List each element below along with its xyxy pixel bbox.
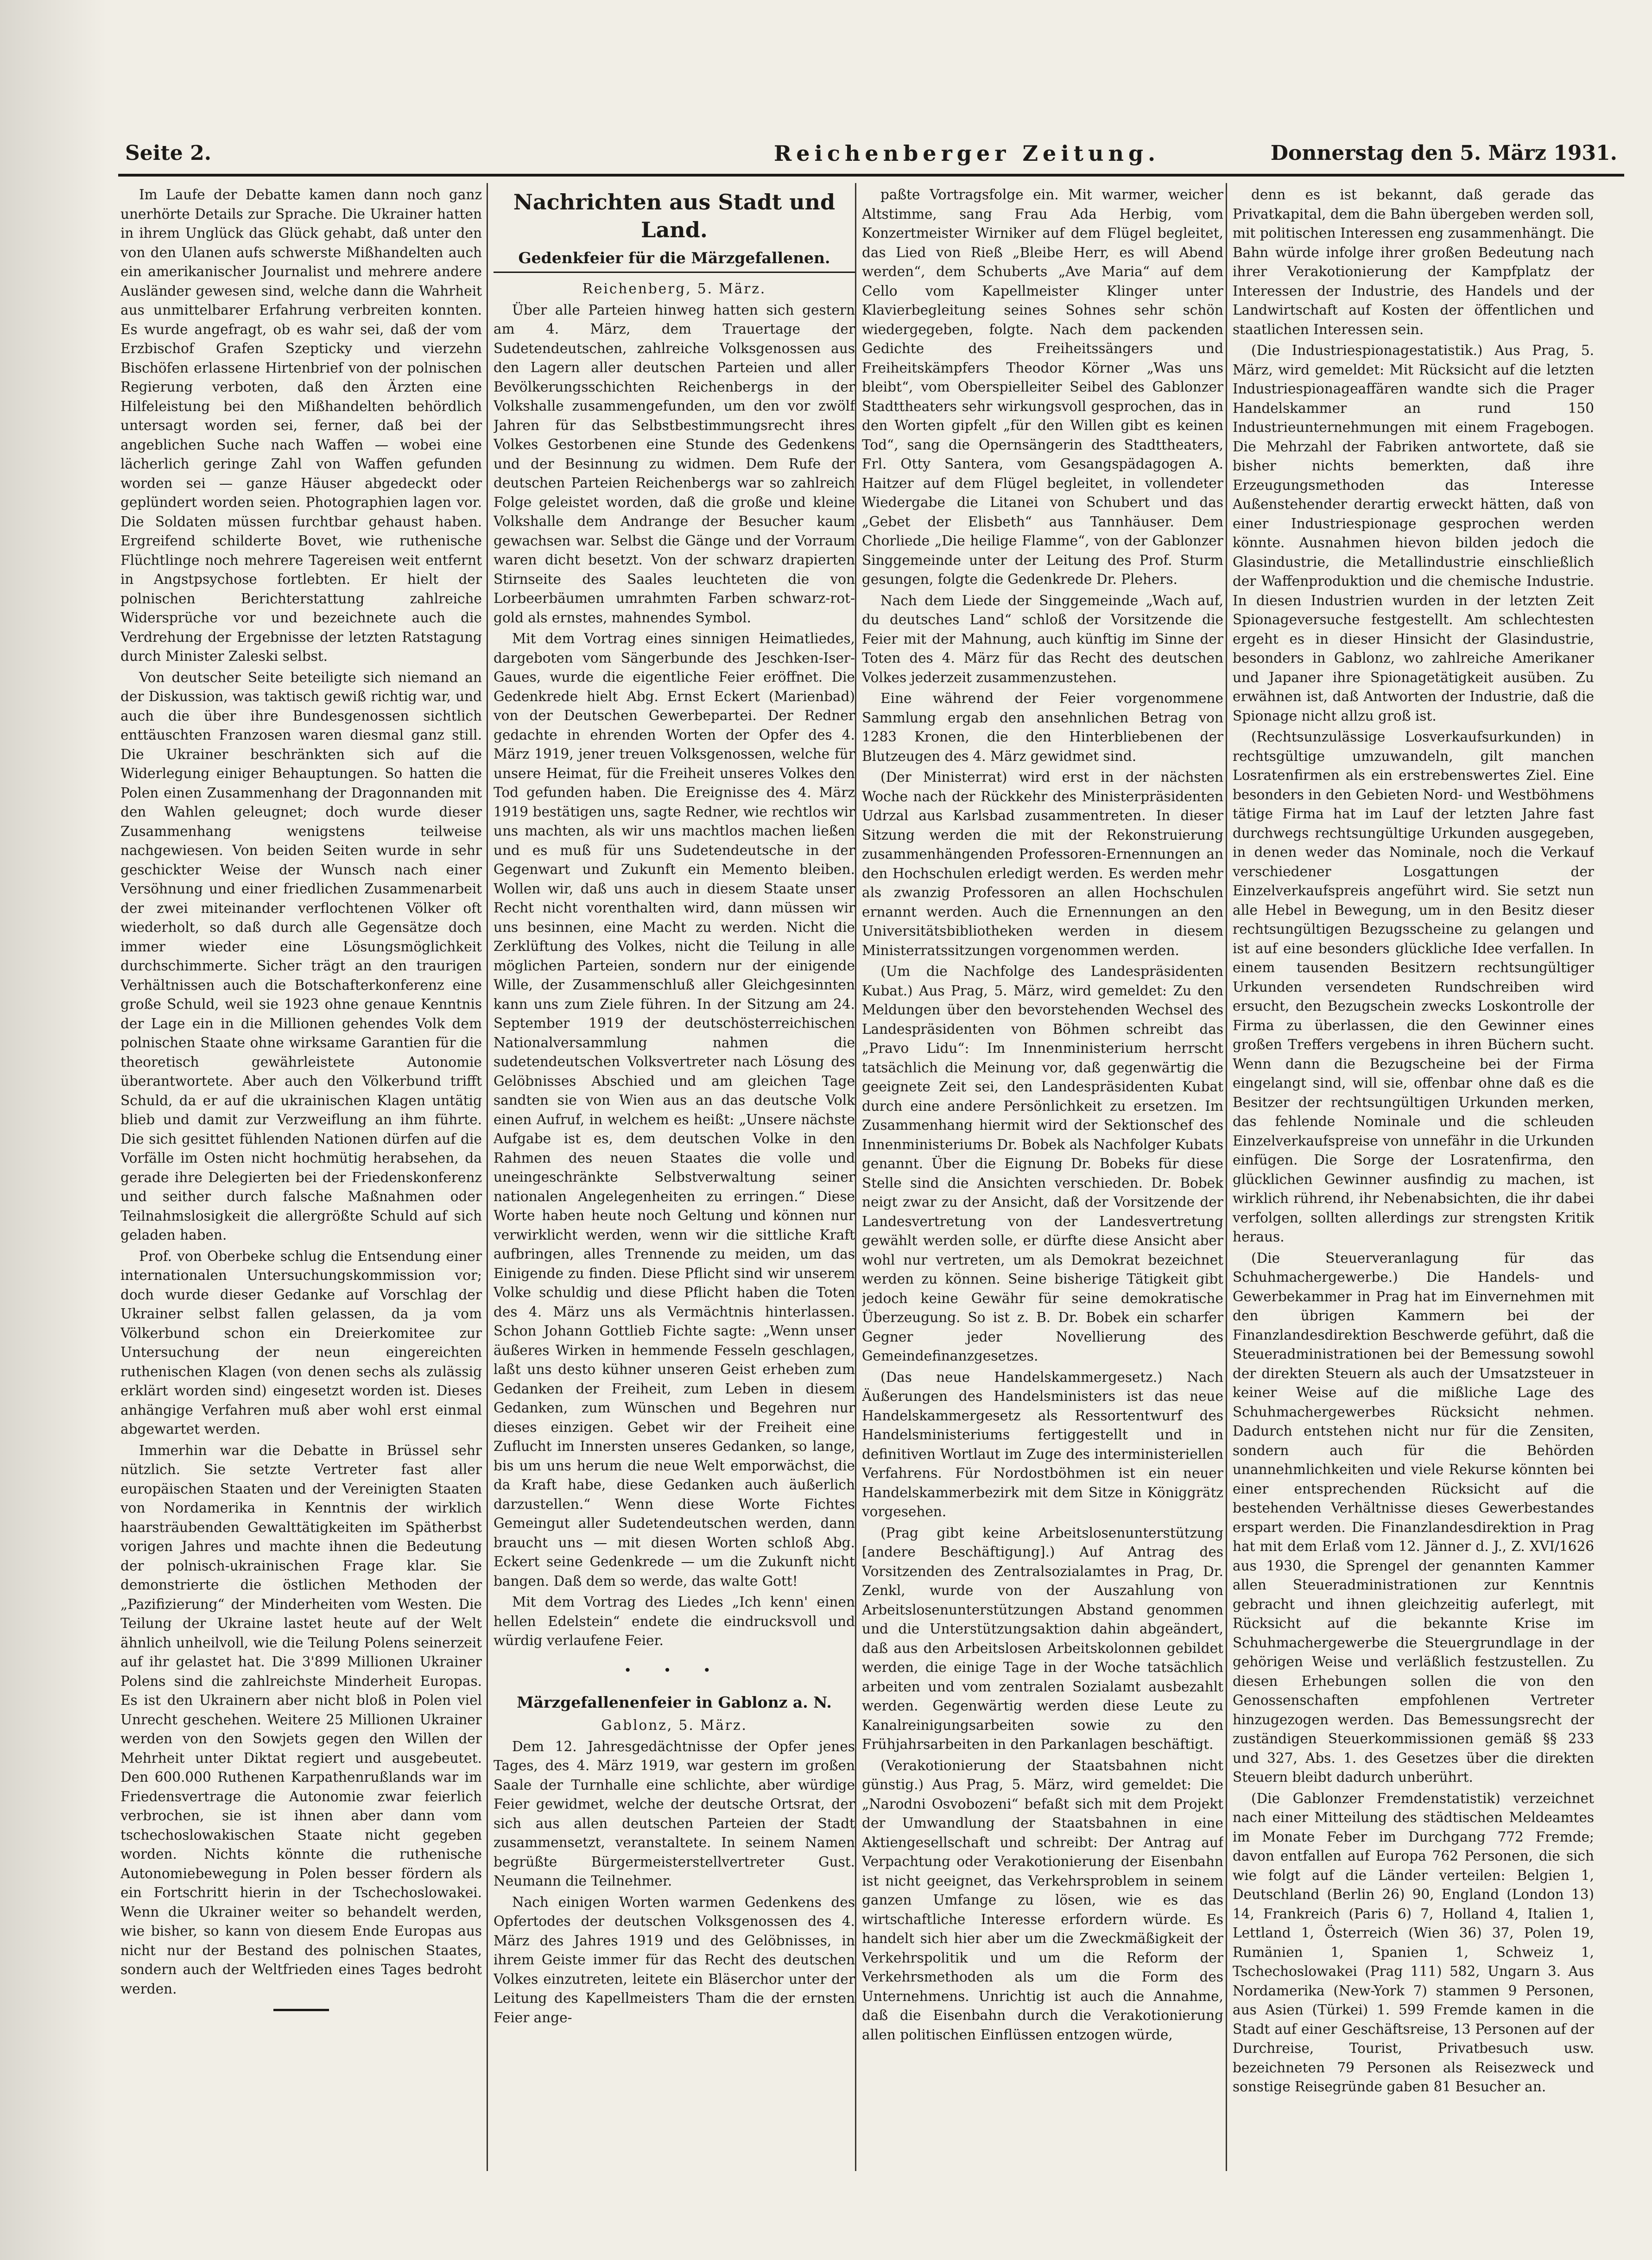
column-divider xyxy=(855,183,856,2171)
column-1 xyxy=(120,185,482,2206)
scan-shadow xyxy=(0,0,107,2260)
paragraph: Prof. von Oberbeke schlug die Entsendung einer internationalen Untersuchungskommission vor; doch wurde dieser Gedanke auf Vorschlag der Ukrainer selbst fallen gelassen, da ja vom Völkerbund schon ein Dreierkomitee zur Untersuchung der neun eingereichten ruthenischen Klagen (von denen sechs als zulässig erklärt worden sind) eingesetzt worden ist. Dieses anhängige Verfahren muß aber wohl erst einmal abgewartet werden. xyxy=(120,1248,482,1437)
dateline: Reichenberg, 5. März. xyxy=(582,281,766,297)
paragraph: Über alle Parteien hinweg hatten sich gestern am 4. März, dem Trauertage der Sudetendeutschen, zahlreiche Volksgenossen aus den Lagern aller deutschen Parteien und aller Bevölkerungsschichten Reichenbergs in der Volkshalle zusammengefunden, um den vor zwölf Jahren für das Selbstbestimmungsrecht ihres Volkes Gestorbenen eine Stunde des Gedenkens und der Besinnung zu widmen. Dem Rufe der deutschen Parteien Reichenbergs war so zahlreich Folge geleistet worden, daß die große und kleine Volkshalle dem Andrange der Besucher kaum gewachsen war. Selbst die Gänge und der Vorraum waren dicht besetzt. Von der schwarz drapierten Stirnseite des Saales leuchteten die von Lorbeerbäumen umrahmten Farben schwarz-rot-gold als ernstes, mahnendes Symbol. xyxy=(494,302,855,626)
masthead-rule xyxy=(118,174,1624,177)
paragraph: Im Laufe der Debatte kamen dann noch ganz unerhörte Details zur Sprache. Die Ukrainer hatten in ihrem Unglück das Glück gehabt, daß unter den von den Ulanen aufs schwerste Mißhandelten auch ein amerikanischer Journalist und mehrere andere Ausländer gewesen sind, welche dann die Wahrheit aus unmittelbarer Erfahrung verbreiten konnten. Es wurde angefragt, ob es wahr sei, daß der vom Erzbischof Grafen Szepticky und vierzehn Bischöfen erlassene Hirtenbrief von der polnischen Regierung verboten, daß den Ärzten eine Hilfeleistung bei den Mißhandelten behördlich untersagt worden sei, ferner, daß bei der angeblichen Suche nach Waffen — wobei eine lächerlich geringe Zahl von Waffen gefunden worden sei — ganze Häuser abgedeckt oder geplündert worden seien. Photographien lagen vor. Die Soldaten müssen furchtbar gehaust haben. Ergreifend schilderte Bovet, wie ruthenische Flüchtlinge noch mehrere Tagereisen weit entfernt in Angstpsychose fortlebten. Er hielt der polnischen Berichterstattung zahlreiche Widersprüche vor und bezeichnete auch die Verdrehung der Ergebnisse der letzten Ratstagung durch Minister Zaleski selbst. xyxy=(120,187,482,664)
news-item: (Die Steuerveranlagung für das Schuhmachergewerbe.) Die Handels- und Gewerbekammer in Prag hat im Einvernehmen mit den übrigen Kammern bei der Finanzlandesdirektion Beschwerde geführt, daß die Steueradministrationen bei der Bemessung sowohl der direkten Steuern als auch der Umsatzsteuer in keiner Weise auf die mißliche Lage des Schuhmachergewerbes Rücksicht nehmen. Dadurch entstehen nicht nur für die Zensiten, sondern auch für die Behörden unannehmlichkeiten und viele Rekurse könnten bei einer entsprechenden Rücksicht auf die bestehenden Verhältnisse dieses Gewerbestandes erspart werden. Die Finanzlandesdirektion in Prag hat mit dem Erlaß vom 12. Jänner d. J., Z. XVI/1626 aus 1930, die Sprengel der genannten Kammer allen Steueradministrationen zur Kenntnis gebracht und ihnen gleichzeitig auferlegt, mit Rücksicht auf die bekannte Krise im Schuhmachergewerbe die Steuergrundlage in der gehörigen Weise und verläßlich festzustellen. Zu diesen Erhebungen sollen die von den Genossenschaften empfohlenen Vertreter hinzugezogen werden. Das Bemessungsrecht der zuständigen Steuerkommissionen gemäß §§ 233 und 327, Abs. 1. des Gesetzes über die direkten Steuern bleibt dadurch unberührt. xyxy=(1233,1250,1594,1785)
paragraph: paßte Vortragsfolge ein. Mit warmer, weicher Altstimme, sang Frau Ada Herbig, vom Konzertmeister Wirniker auf dem Flügel begleitet, das Lied von Rieß „Bleibe Herr, es will Abend werden“, dem Schuberts „Ave Maria“ auf dem Cello vom Kapellmeister Klinger unter Klavierbegleitung seines Sohnes sehr schön wiedergegeben, folgte. Nach dem packenden Gedichte des Freiheitssängers und Freiheitskämpfers Theodor Körner „Was uns bleibt“, vom Oberspielleiter Seibel des Gablonzer Stadttheaters sehr wirkungsvoll gesprochen, das in den Worten gipfelt „für den Willen gibt es keinen Tod“, sang die Opernsängerin des Stadttheaters, Frl. Otty Santera, vom Gesangspädagogen A. Haitzer auf dem Flügel begleitet, in vollendeter Wiedergabe die Litanei von Schubert und das „Gebet der Elisbeth“ aus Tannhäuser. Dem Chorliede „Die heilige Flamme“, von der Gablonzer Singgemeinde unter der Leitung des Prof. Sturm gesungen, folgte die Gedenkrede Dr. Plehers. xyxy=(862,187,1223,587)
news-item: (Die Gablonzer Fremdenstatistik) verzeichnet nach einer Mitteilung des städtischen Meldeamtes im Monate Feber im Durchgang 772 Fremde; davon entfallen auf Europa 762 Personen, die sich wie folgt auf die Länder verteilen: Belgien 1, Deutschland (Berlin 26) 90, England (London 13) 14, Frankreich (Paris 6) 7, Holland 4, Italien 1, Lettland 1, Österreich (Wien 36) 37, Polen 19, Rumänien 1, Spanien 1, Schweiz 1, Tschechoslowakei (Prag 111) 582, Ungarn 3. Aus Nordamerika (New-York 7) stammen 9 Personen, aus Asien (Türkei) 1. 599 Fremde kamen in die Stadt auf einer Geschäftsreise, 13 Personen auf der Durchreise, Tourist, Privatbesuch usw. bezeichneten 79 Personen als Reisezweck und sonstige Reisegründe gaben 81 Besucher an. xyxy=(1233,1790,1594,2095)
masthead xyxy=(125,137,1617,170)
news-item: (Prag gibt keine Arbeitslosenunterstützung [andere Beschäftigung].) Auf Antrag des Vorsitzenden des Zentralsozialamtes in Prag, Dr. Zenkl, wurde von der Auszahlung von Arbeitslosenunterstützungen Abstand genommen und die Unterstützungsaktion dahin abgeändert, daß aus den Arbeitslosen Arbeitskolonnen gebildet werden, die einige Tage in der Woche tatsächlich arbeiten und vom zentralen Sozialamt ausbezahlt werden. Gegenwärtig werden diese Leute zu Kanalreinigungsarbeiten sowie zu den Frühjahrsarbeiten in den Parkanlagen beschäftigt. xyxy=(862,1525,1223,1752)
paragraph: Nach dem Liede der Singgemeinde „Wach auf, du deutsches Land“ schloß der Vorsitzende die Feier mit der Mahnung, auch künftig im Sinne der Toten des 4. März für das Recht des deutschen Volkes jederzeit zusammenzustehen. xyxy=(862,592,1223,685)
column-divider xyxy=(487,183,488,2171)
news-item: (Um die Nachfolge des Landespräsidenten Kubat.) Aus Prag, 5. März, wird gemeldet: Zu den Meldungen über den bevorstehenden Wechsel des Landespräsidenten von Böhmen schreibt das „Pravo Lidu“: Im Innenministerium herrscht tatsächlich die Meinung vor, daß gegenwärtig die geeignete Zeit sei, den Landespräsidenten Kubat durch eine andere Persönlichkeit zu ersetzen. Im Zusammenhang hiermit wird der Sektionschef des Innenministeriums Dr. Bobek als Nachfolger Kubats genannt. Über die Eignung Dr. Bobeks für diese Stelle sind die Ansichten verschieden. Dr. Bobek neigt zwar zu der Ansicht, daß der Vorsitzende der Landesvertretung von der Landesvertretung gewählt werden solle, er dürfte diese Ansicht aber wohl nur vertreten, um als Demokrat bezeichnet werden zu können. Seine bisherige Tätigkeit gibt jedoch keine Gewähr für seine demokratische Überzeugung. So ist z. B. Dr. Bobek ein scharfer Gegner jeder Novellierung des Gemeindefinanzgesetzes. xyxy=(862,963,1223,1364)
paragraph: Mit dem Vortrag eines sinnigen Heimatliedes, dargeboten vom Sängerbunde des Jeschken-Iser-Gaues, wurde die eigentliche Feier eröffnet. Die Gedenkrede hielt Abg. Ernst Eckert (Marienbad) von der Deutschen Gewerbepartei. Der Redner gedachte in ehrenden Worten der Opfer des 4. März 1919, jener treuen Volksgenossen, welche für unsere Heimat, für die Freiheit unseres Volkes den Tod gefunden haben. Die Ereignisse des 4. März 1919 bestätigen uns, sagte Redner, wie rechtlos wir uns machten, als wir uns machtlos machen ließen und es muß für uns Sudetendeutsche in der Gegenwart und Zukunft ein Memento bleiben. Wollen wir, daß uns auch in diesem Staate unser Recht nicht vorenthalten wird, dann müssen wir uns besinnen, eine Macht zu werden. Nicht die Zerklüftung des Volkes, nicht die Teilung in alle möglichen Parteien, sondern nur der einigende Wille, der Zusammenschluß aller Gleichgesinnten kann uns zum Ziele führen. In der Sitzung am 24. September 1919 der deutschösterreichischen Nationalversammlung nahmen die sudetendeutschen Volksvertreter nach Lösung des Gelöbnisses Abschied und am gleichen Tage sandten sie von Wien aus an das deutsche Volk einen Aufruf, in welchem es heißt: „Unsere nächste Aufgabe ist es, dem deutschen Volke in den Rahmen des neuen Staates die volle und uneingeschränkte Selbstverwaltung seiner nationalen Angelegenheiten zu erringen.“ Diese Worte haben heute noch Geltung und können nur verwirklicht werden, wenn wir die sittliche Kraft aufbringen, alles Trennende zu meiden, um das Einigende zu finden. Diese Pflicht sind wir unserem Volke schuldig und diese Pflicht haben die Toten des 4. März uns als Vermächtnis hinterlassen. Schon Johann Gottlieb Fichte sagte: „Wenn unser äußeres Wirken in hemmende Fesseln geschlagen, laßt uns desto kühner unseren Geist erheben zum Gedanken der Freiheit, zum Leben in diesem Gedanken, zum Wünschen und Begehren nur dieses einzigen. Gebet wir der Freiheit eine Zuflucht im Innersten unseres Gedanken, so lange, bis um uns herum die neue Welt emporwächst, die da Kraft habe, diese Gedanken auch äußerlich darzustellen.“ Wenn diese Worte Fichtes Gemeingut aller Sudetendeutschen werden, dann braucht uns — mit diesen Worten schloß Abg. Eckert seine Gedenkrede — um die Zukunft nicht bangen. Daß dem so werde, das walte Gott! xyxy=(494,631,855,1589)
article-title: Märzgefallenenfeier in Gablonz a. N. xyxy=(517,1693,832,1711)
article-end-rule xyxy=(273,2009,329,2011)
newspaper-title: Reichenberger Zeitung. xyxy=(774,141,1160,166)
column-3 xyxy=(862,185,1223,2206)
news-item: (Die Industriespionagestatistik.) Aus Prag, 5. März, wird gemeldet: Mit Rücksicht auf die letzten Industriespionageaffären wandte sich die Prager Handelskammer an rund 150 Industrieunternehmungen mit einem Fragebogen. Die Mehrzahl der Fabriken antwortete, daß sie bisher nichts bemerkten, daß ihre Erzeugungsmethoden das Interesse Außenstehender derartig erweckt hätten, daß von einer Industriespionage gesprochen werden könnte. Ausnahmen hievon bilden jedoch die Glasindustrie, die Metallindustrie einschließlich der Waffenproduktion und die chemische Industrie. In diesen Industrien wurden in der letzten Zeit Spionageversuche festgestellt. Am schlechtesten ergeht es in dieser Hinsicht der Glasindustrie, besonders in Gablonz, wo zahlreiche Amerikaner und Japaner ihre Spionagetätigkeit ausüben. Zu erwähnen ist, daß Antworten der Industrie, daß die Spionage nicht allzu groß ist. xyxy=(1233,342,1594,724)
paragraph: denn es ist bekannt, daß gerade das Privatkapital, dem die Bahn übergeben werden soll, mit politischen Interessen eng zusammenhängt. Die Bahn würde infolge ihrer großen Bedeutung nach ihrer Verakotionierung der Kampfplatz der Interessen der Industrie, des Handels und der Landwirtschaft auf Kosten der öffentlichen und staatlichen Interessen sein. xyxy=(1233,187,1594,337)
column-4 xyxy=(1233,185,1594,2206)
headline-rule xyxy=(494,272,855,273)
news-item: (Rechtsunzulässige Losverkaufsurkunden) in rechtsgültige umzuwandeln, gilt manchen Losratenfirmen als ein erstrebenswertes Ziel. Eine besonders in den Gebieten Nord- und Westböhmens tätige Firma hat im Lauf der letzten Jahre fast durchwegs rechtsungültige Urkunden ausgegeben, in denen weder das Nominale, noch die Verkauf verschiedener Losgattungen der Einzelverkaufspreis angeführt wird. Sie setzt nun alle Hebel in Bewegung, um in den Besitz dieser rechtsungültigen Bezugsscheine zu gelangen und ist auf eine besonders glückliche Idee verfallen. In einem tausenden Besitzern rechtsungültiger Urkunden versendeten Rundschreiben wird ersucht, den Bezugschein zwecks Loskontrolle der Firma zu überlassen, die den Gewinner eines großen Treffers vergebens in ihren Büchern sucht. Wenn dann die Bezugscheine bei der Firma eingelangt sind, will sie, offenbar ohne daß es die Besitzer der rechtsungültigen Urkunden merken, das fehlende Nominale und die schleuden Einzelverkaufspreise von unnefähr in die Urkunden einfügen. Die Sorge der Losratenfirma, den glücklichen Gewinner ausfindig zu machen, ist wirklich rührend, ihr Nebenabsichten, die ihr dabei verfolgen, sollten allerdings zur strengsten Kritik heraus. xyxy=(1233,729,1594,1245)
page-number: Seite 2. xyxy=(125,141,212,165)
column-2 xyxy=(494,185,855,2206)
section-title: Nachrichten aus Stadt und Land. xyxy=(513,190,835,242)
paragraph: Mit dem Vortrag des Liedes „Ich kenn' einen hellen Edelstein“ endete die eindrucksvoll und würdig verlaufene Feier. xyxy=(494,1594,855,1648)
separator: • • • xyxy=(624,1662,725,1678)
news-item: (Verakotionierung der Staatsbahnen nicht günstig.) Aus Prag, 5. März, wird gemeldet: Die „Narodni Osvobozeni“ befaßt sich mit dem Projekt der Umwandlung der Staatsbahnen in eine Aktiengesellschaft und schreibt: Der Antrag auf Verpachtung oder Verakotionierung der Eisenbahn ist nicht geeignet, das Verkehrsproblem in seinem ganzen Umfange zu lösen, wie es das wirtschaftliche Interesse erfordern würde. Es handelt sich hier aber um die Zweckmäßigkeit der Verkehrspolitik und um die Reform der Verkehrsmethoden als um die Form des Unternehmens. Unrichtig ist auch die Annahme, daß die Eisenbahn durch die Verakotionierung allen politischen Einflüssen entzogen würde, xyxy=(862,1757,1223,2043)
paragraph: Immerhin war die Debatte in Brüssel sehr nützlich. Sie setzte Vertreter fast aller europäischen Staaten und der Vereinigten Staaten von Nordamerika in Kenntnis der wirklich haarsträubenden Gewalttätigkeiten im Spätherbst vorigen Jahres und machte ihnen die Bedeutung der polnisch-ukrainischen Frage klar. Sie demonstrierte die östlichen Methoden der „Pazifizierung“ der Minderheiten vom Westen. Die Teilung der Ukraine lastet heute auf der Welt ähnlich unheilvoll, wie die Teilung Polens seinerzeit auf ihr gelastet hat. Die 3'899 Millionen Ukrainer Polens sind die zahlreichste Minderheit Europas. Es ist den Ukrainern aber nicht bloß in Polen viel Unrecht geschehen. Weitere 25 Millionen Ukrainer werden von den Sowjets gegen den Willen der Mehrheit unter Diktat regiert und ausgebeutet. Den 600.000 Ruthenen Karpathenrußlands war im Friedensvertrage die Autonomie zwar feierlich verbrochen, sie ist ihnen aber dann vom tschechoslowakischen Staate nicht gegeben worden. Nichts könnte die ruthenische Autonomiebewegung in Polen besser fördern als ein Fortschritt hierin in der Tschechoslowakei. Wenn die Ukrainer weiter so behandelt werden, wie bisher, so kann von diesem Ende Europas aus nicht nur der Bestand des polnischen Staates, sondern auch der Weltfrieden eines Tages bedroht werden. xyxy=(120,1442,482,1997)
dateline: Gablonz, 5. März. xyxy=(601,1717,747,1733)
paragraph: Eine während der Feier vorgenommene Sammlung ergab den ansehnlichen Betrag von 1283 Kronen, die den Hinterbliebenen der Blutzeugen des 4. März gewidmet sind. xyxy=(862,690,1223,764)
issue-date: Donnerstag den 5. März 1931. xyxy=(1270,141,1617,165)
article-title: Gedenkfeier für die Märzgefallenen. xyxy=(518,249,830,267)
paragraph: Dem 12. Jahresgedächtnisse der Opfer jenes Tages, des 4. März 1919, war gestern im großen Saale der Turnhalle eine schlichte, aber würdige Feier gewidmet, welche der deutsche Ortsrat, der sich aus allen deutschen Parteien der Stadt zusammensetzt, veranstaltete. In seinem Namen begrüßte Bürgermeisterstellvertreter Gust. Neumann die Teilnehmer. xyxy=(494,1738,855,1889)
news-item: (Der Ministerrat) wird erst in der nächsten Woche nach der Rückkehr des Ministerpräsidenten Udrzal aus Karlsbad zusammentreten. In dieser Sitzung werden die mit der Rekonstruierung zusammenhängenden Professoren-Ernennungen an den Hochschulen erledigt werden. Es werden mehr als zwanzig Professoren an allen Hochschulen ernannt werden. Auch die Ernennungen an den Universitätsbibliotheken werden in diesem Ministerratssitzungen vorgenommen werden. xyxy=(862,769,1223,958)
column-divider xyxy=(1226,183,1227,2171)
news-item: (Das neue Handelskammergesetz.) Nach Äußerungen des Handelsministers ist das neue Handelskammergesetz als Ressortentwurf des Handelsministeriums fertiggestellt und in definitiven Wortlaut im Zuge des interministeriellen Verfahrens. Für Nordostböhmen ist ein neuer Handelskammerbezirk mit dem Sitze in Königgrätz vorgesehen. xyxy=(862,1369,1223,1519)
paragraph: Nach einigen Worten warmen Gedenkens des Opfertodes der deutschen Volksgenossen des 4. März des Jahres 1919 und des Gelöbnisses, in ihrem Geiste immer für das Recht des deutschen Volkes einzutreten, leitete ein Bläserchor unter der Leitung des Kapellmeisters Tham die der ernsten Feier ange- xyxy=(494,1894,855,2026)
paragraph: Von deutscher Seite beteiligte sich niemand an der Diskussion, was taktisch gewiß richtig war, und auch die über ihre Bundesgenossen sichtlich enttäuschten Franzosen waren diesmal ganz still. Die Ukrainer beschränkten sich auf die Widerlegung einiger Behauptungen. So hatten die Polen einen Zusammenhang der Dragonnanden mit den Wahlen geleugnet; doch wurde dieser Zusammenhang wenigstens teilweise nachgewiesen. Von beiden Seiten wurde in sehr geschickter Weise der Wunsch nach einer Versöhnung und einer friedlichen Zusammenarbeit der zwei miteinander verflochtenen Völker oft wiederholt, so daß durch alle Gegensätze doch immer wieder eine Lösungsmöglichkeit durchschimmerte. Sicher trägt an den traurigen Verhältnissen auch die Botschafterkonferenz eine große Schuld, weil sie 1923 ohne genaue Kenntnis der Lage ein in die Millionen gehendes Volk dem polnischen Staate ohne wirksame Garantien für die theoretisch gewährleistete Autonomie überantwortete. Aber auch den Völkerbund trifft Schuld, da er auf die ukrainischen Klagen untätig blieb und damit zur Verzweiflung an ihm führte. Die sich gesittet fühlenden Nationen dürfen auf die Vorfälle im Osten nicht hochmütig herabsehen, da gerade ihre Delegierten bei der Friedenskonferenz und seither durch falsche Maßnahmen oder Teilnahmslosigkeit die allergrößte Schuld auf sich geladen haben. xyxy=(120,669,482,1243)
